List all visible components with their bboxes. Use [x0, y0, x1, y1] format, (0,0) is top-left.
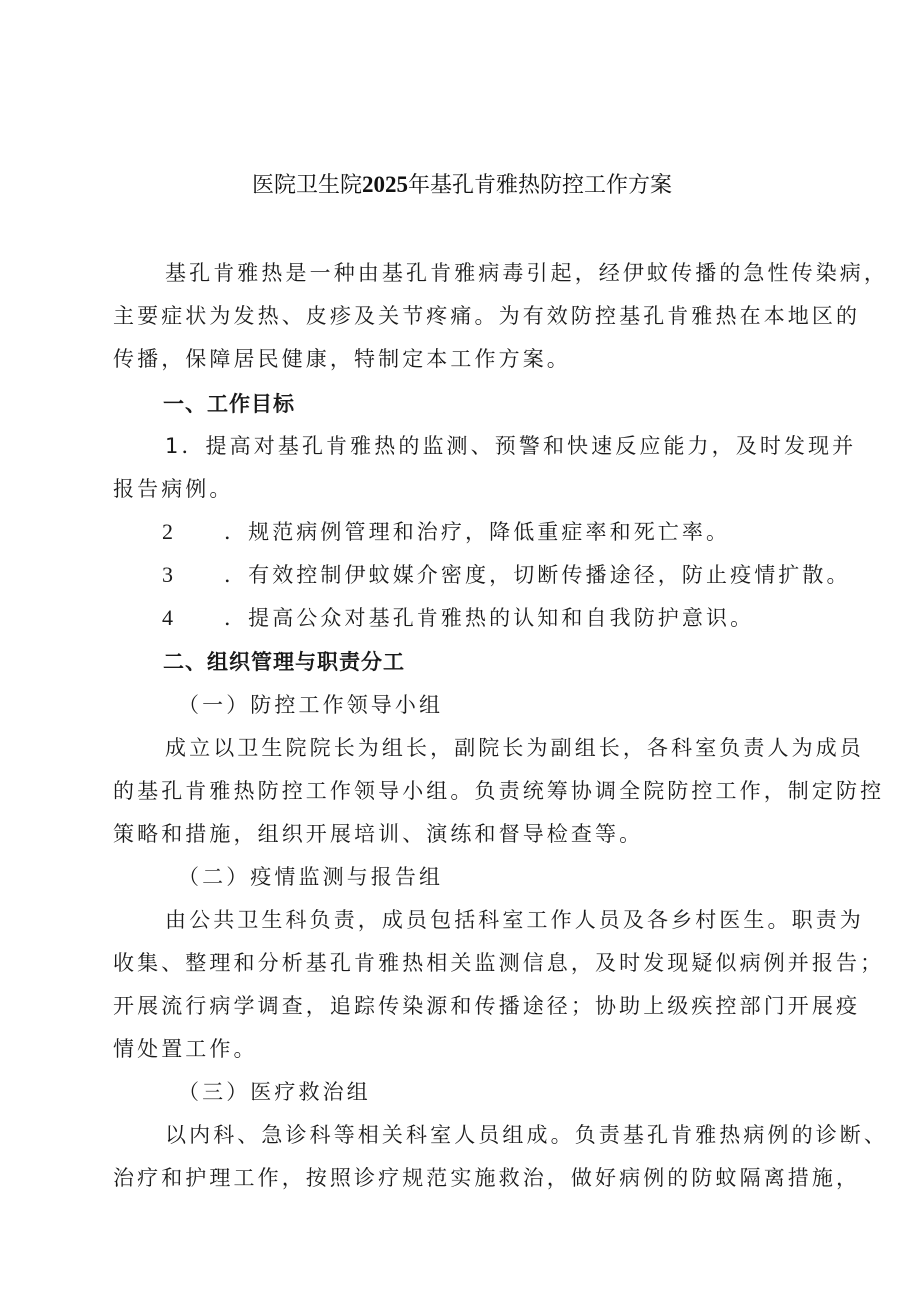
surveillance-line-4: 情处置工作。 — [113, 1037, 258, 1061]
title-year: 2025 — [362, 172, 409, 197]
goal-4-number: 4 — [162, 605, 173, 630]
intro-line-2: 主要症状为发热、皮疹及关节疼痛。为有效防控基孔肯雅热在本地区的 — [113, 304, 861, 328]
section-heading-goals: 一、工作目标 — [163, 392, 295, 416]
intro-line-1: 基孔肯雅热是一种由基孔肯雅病毒引起，经伊蚊传播的急性传染病， — [165, 261, 888, 285]
leadership-line-3: 策略和措施，组织开展培训、演练和督导检查等。 — [113, 822, 644, 846]
goal-2-text: ．规范病例管理和治疗，降低重症率和死亡率。 — [224, 520, 731, 544]
subsection-heading-leadership: （一）防控工作领导小组 — [178, 693, 444, 717]
treatment-line-1: 以内科、急诊科等相关科室人员组成。负责基孔肯雅热病例的诊断、 — [165, 1123, 888, 1147]
goal-4-text: ．提高公众对基孔肯雅热的认知和自我防护意识。 — [224, 606, 755, 630]
title-suffix: 年基孔肯雅热防控工作方案 — [408, 173, 673, 198]
document-title — [252, 170, 672, 201]
subsection-heading-surveillance: （二）疫情监测与报告组 — [178, 865, 444, 889]
goal-4 — [162, 604, 754, 632]
leadership-line-2: 的基孔肯雅热防控工作领导小组。负责统筹协调全院防控工作，制定防控 — [113, 779, 885, 803]
intro-line-3: 传播，保障居民健康，特制定本工作方案。 — [113, 347, 571, 371]
leadership-line-1: 成立以卫生院院长为组长，副院长为副组长，各科室负责人为成员 — [165, 736, 864, 760]
goal-2-number: 2 — [162, 519, 173, 544]
surveillance-line-3: 开展流行病学调查，追踪传染源和传播途径；协助上级疾控部门开展疫 — [113, 994, 861, 1018]
surveillance-line-1: 由公共卫生科负责，成员包括科室工作人员及各乡村医生。职责为 — [165, 908, 864, 932]
goal-3-number: 3 — [162, 562, 173, 587]
subsection-heading-treatment: （三）医疗救治组 — [178, 1080, 371, 1104]
goal-2 — [162, 518, 730, 546]
section-heading-organization: 二、组织管理与职责分工 — [163, 650, 405, 674]
goal-1-line-2: 报告病例。 — [113, 477, 234, 501]
surveillance-line-2: 收集、整理和分析基孔肯雅热相关监测信息，及时发现疑似病例并报告； — [113, 951, 885, 975]
goal-3 — [162, 561, 851, 589]
goal-3-text: ．有效控制伊蚊媒介密度，切断传播途径，防止疫情扩散。 — [224, 563, 851, 587]
goal-1-line-1: 1．提高对基孔肯雅热的监测、预警和快速反应能力，及时发现并 — [165, 434, 857, 458]
title-prefix: 医院卫生院 — [252, 173, 363, 198]
treatment-line-2: 治疗和护理工作，按照诊疗规范实施救治，做好病例的防蚊隔离措施， — [113, 1166, 861, 1190]
